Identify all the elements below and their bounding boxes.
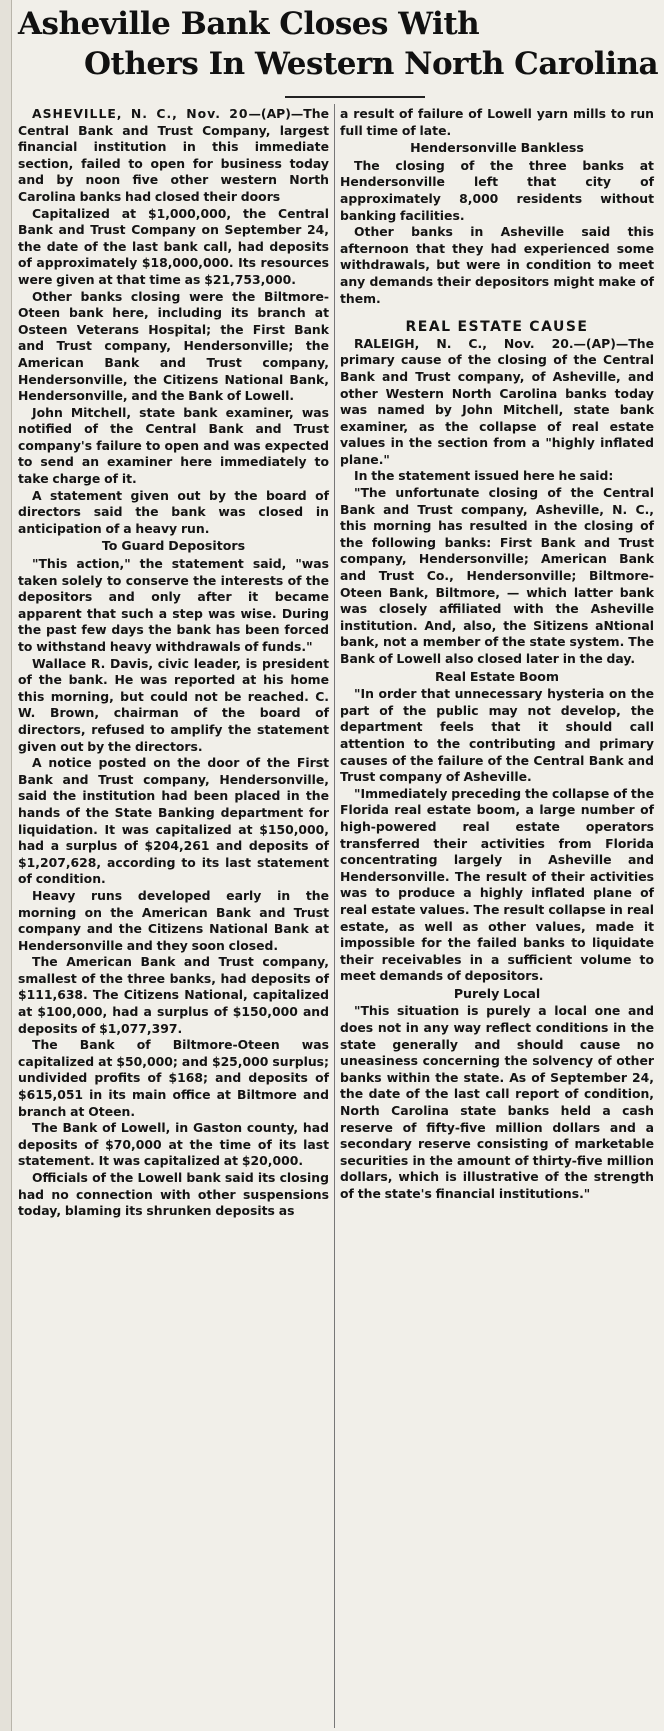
section-heading: REAL ESTATE CAUSE: [405, 319, 589, 336]
column-divider: [334, 104, 335, 1728]
paragraph: John Mitchell, state bank examiner, was notified of the Central Bank and Trust company's failure to open and was expected to send an examiner here immediately to take charge of it.: [18, 404, 329, 487]
paragraph: [18, 106, 329, 206]
paragraph: "This situation is purely a local one and does not in any way reflect conditions in the state generally and should cause no uneasiness concerning the solvency of other banks within the state. As of September 24, the date of the last call report of condition, North Carolina state banks held a cash reserve of fifty-five million dollars and a secondary reserve consisting of marketable securities in the amount of thirty-five million dollars, which is illustrative of the strength of the state's financial institutions.": [340, 1003, 654, 1201]
paragraph: The American Bank and Trust company, smallest of the three banks, had deposits of $111,638. The Citizens National, capitalized at $100,000, had a surplus of $150,000 and deposits of $1,077,397.: [18, 954, 329, 1036]
paragraph: In the statement issued here he said:: [354, 468, 614, 484]
paragraph: The Bank of Biltmore-Oteen was capitalized at $50,000; and $25,000 surplus; undivided profits of $168; and deposits of $615,051 in its main office at Biltmore and branch at Oteen.: [18, 1037, 329, 1119]
headline-line-2: Others In Western North Carolina: [84, 46, 659, 82]
paragraph: RALEIGH, N. C., Nov. 20.—(AP)—The primary cause of the closing of the Central Bank and Trust company, of Asheville, and other Western North Carolina banks today was named by John Mitchell, state bank examiner, as the collapse of real estate values in the section from a "highly inflated plane.": [340, 335, 654, 467]
paragraph: Capitalized at $1,000,000, the Central Bank and Trust Company on September 24, the date of the last bank call, had deposits of approximately $18,000,000. Its resources were given at that time as $21,753,000.: [18, 205, 329, 287]
subheading: Hendersonville Bankless: [410, 140, 584, 156]
dateline: ASHEVILLE, N. C., Nov. 20: [32, 106, 249, 121]
headline: [14, 4, 659, 84]
paragraph: A statement given out by the board of directors said the bank was closed in anticipation of a heavy run.: [18, 487, 329, 536]
paragraph: a result of failure of Lowell yarn mills to run full time of late.: [340, 106, 654, 138]
left-margin-strip: [0, 0, 12, 1731]
paragraph: "The unfortunate closing of the Central Bank and Trust company, Asheville, N. C., this morning has resulted in the closing of the following banks: First Bank and Trust company, Hendersonville; American Bank and Trust Co., Hendersonville; Biltmore-Oteen Bank, Biltmore, — which latter bank was closely affiliated with the Asheville institution. And, also, the Sitizens aNtional bank, not a member of the state system. The Bank of Lowell also closed later in the day.: [340, 485, 654, 666]
paragraph: A notice posted on the door of the First Bank and Trust company, Hendersonville, said the institution had been placed in the hands of the State Banking department for liquidation. It was capitalized at $150,000, had a surplus of $204,261 and deposits of $1,207,628, according to its last statement of condition.: [18, 755, 329, 887]
paragraph: "This action," the statement said, "was taken solely to conserve the interests of the depositors and only after it became apparent that such a step was wise. During the past few days the bank has been forced to withstand heavy withdrawals of funds.": [18, 556, 329, 654]
paragraph: Officials of the Lowell bank said its closing had no connection with other suspensions today, blaming its shrunken deposits as: [18, 1170, 329, 1219]
paragraph: "Immediately preceding the collapse of the Florida real estate boom, a large number of high-powered real estate operators transferred their activities from Florida concentrating largely in Asheville and Hendersonville. The result of their activities was to produce a highly inflated plane of real estate values. The result collapse in real estate, as well as other values, made it impossible for the failed banks to liquidate their receivables in a sufficient volume to meet demands of depositors.: [340, 785, 654, 984]
paragraph: Other banks in Asheville said this afternoon that they had experienced some withdrawals, but were in condition to meet any demands their depositors might make of them.: [340, 224, 654, 306]
subheading: Purely Local: [453, 985, 541, 1001]
right-column: [340, 106, 654, 1203]
paragraph: "In order that unnecessary hysteria on the part of the public may not develop, the department feels that it should call attention to the contributing and primary causes of the failure of the Central Bank and Trust company of Asheville.: [340, 686, 654, 785]
paragraph: Other banks closing were the Biltmore-Oteen bank here, including its branch at Osteen Veterans Hospital; the First Bank and Trust company, Hendersonville; the American Bank and Trust company, Hendersonville, the Citizens National Bank, Hendersonville, and the Bank of Lowell.: [18, 288, 329, 404]
subheading: To Guard Depositors: [101, 538, 246, 554]
paragraph: The Bank of Lowell, in Gaston county, had deposits of $70,000 at the time of its last statement. It was capitalized at $20,000.: [18, 1120, 329, 1169]
headline-line-1: Asheville Bank Closes With: [18, 6, 480, 42]
paragraph: Heavy runs developed early in the morning on the American Bank and Trust company and the Citizens National Bank at Hendersonville and they soon closed.: [18, 887, 329, 953]
headline-rule: [285, 96, 425, 98]
paragraph-text: —(AP)—The Central Bank and Trust Company, largest financial institution in this immediate section, failed to open for business today and by noon five other western North Carolina banks had closed their doors: [18, 106, 329, 204]
paragraph: Wallace R. Davis, civic leader, is president of the bank. He was reported at his home this morning, but could not be reached. C. W. Brown, chairman of the board of directors, refused to amplify the statement given out by the directors.: [18, 655, 329, 754]
subheading: Real Estate Boom: [434, 668, 560, 684]
paragraph: The closing of the three banks at Hendersonville left that city of approximately 8,000 residents without banking facilities.: [340, 157, 654, 223]
left-column: [18, 106, 329, 1220]
